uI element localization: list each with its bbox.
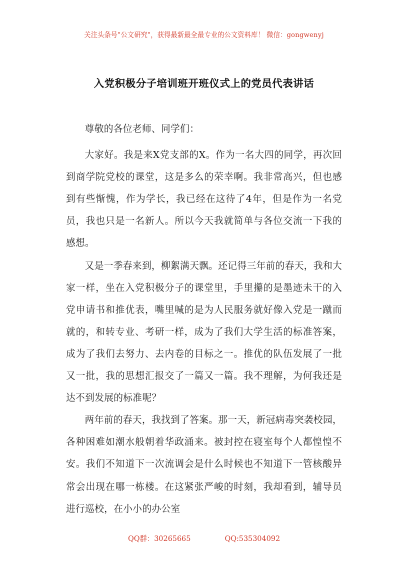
footer-contact	[0, 534, 408, 544]
greeting: 尊敬的各位老师、同学们：	[84, 124, 200, 135]
footer-qq-number: QQ:535304092	[224, 534, 281, 543]
document-title: 入党积极分子培训班开班仪式上的党员代表讲话	[93, 78, 315, 90]
paragraph: 又是一季春来到，柳絮满天飘。还记得三年前的春天，我和大家一样，坐在入党积极分子的课堂里，手里攥的是墨迹未干的入党申请书和推优表，嘴里喊的是为人民服务就好像入党是一蹴而就的，和转专业、考研一样，成为了我们大学生活的标准答案，成为了我们去努力、去内卷的目标之一。推优的队伍发展了一批又一批，我的思想汇报交了一篇又一篇。我不理解，为何我还是达不到发展的标准呢？	[66, 260, 342, 405]
document-body	[66, 119, 342, 521]
paragraph: 大家好。我是来X党支部的X。作为一名大四的同学，再次回到商学院党校的课堂，这是多么的荣幸啊。我非常高兴，但也感到有些惭愧，作为学长，我已经在这待了4年，但是作为一名党员，我也只是一名新人。所以今天我就简单与各位交流一下我的感想。	[66, 150, 342, 250]
header-banner: 关注头条号"公文研究"，获得最新最全最专业的公文资料库！ 微信：gongwenyj	[84, 31, 324, 39]
paragraph: 两年前的春天，我找到了答案。那一天，新冠病毒突袭校园，各种困难如潮水般朝着华政涌来。被封控在寝室每个人都惶惶不安。我们不知道下一次流调会是什么时候也不知道下一管核酸异常会出现在哪一栋楼。在这紧张严峻的时刻，我却看到，辅导员进行巡校，在小小的办公室	[66, 415, 342, 515]
footer-qq-group: QQ群：30265665	[127, 534, 191, 543]
